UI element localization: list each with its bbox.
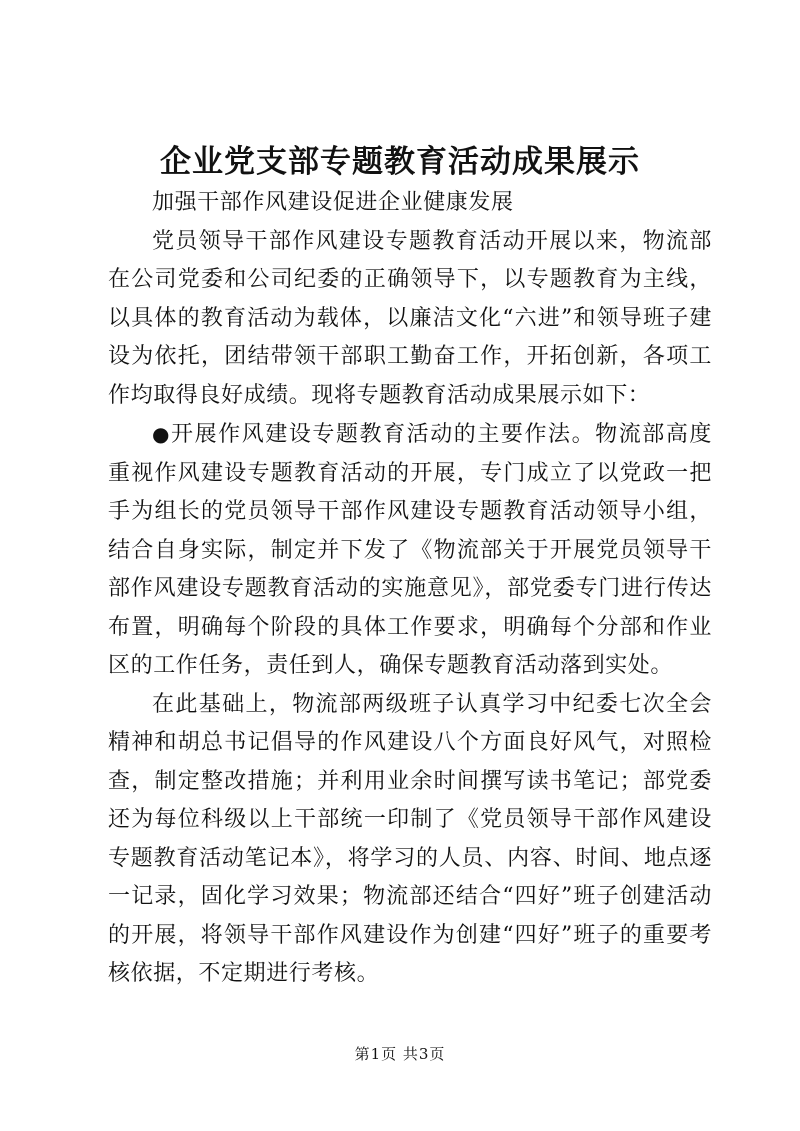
page-footer: 第1页 共3页 (354, 1045, 446, 1063)
paragraph-main-practice-text: 开展作风建设专题教育活动的主要作法。物流部高度重视作风建设专题教育活动的开展，专门成立了以党政一把手为组长的党员领导干部作风建设专题教育活动领导小组，结合自身实际，制定并下发了《物流部关于开展党员领导干部作风建设专题教育活动的实施意见》，部党委专门进行传达布置，明确每个阶段的具体工作要求，明确每个分部和作业区的工作任务，责任到人，确保专题教育活动落到实处。 (108, 422, 712, 678)
document-subtitle: 加强干部作风建设促进企业健康发展 (152, 190, 514, 215)
paragraph-main-practice (108, 415, 712, 686)
document-title: 企业党支部专题教育活动成果展示 (160, 144, 640, 180)
paragraph-intro: 党员领导干部作风建设专题教育活动开展以来，物流部在公司党委和公司纪委的正确领导下，以专题教育为主线，以具体的教育活动为载体，以廉洁文化“六进”和领导班子建设为依托，团结带领干部职工勤奋工作，开拓创新，各项工作均取得良好成绩。现将专题教育活动成果展示如下： (108, 228, 712, 408)
paragraph-further-actions: 在此基础上，物流部两级班子认真学习中纪委七次全会精神和胡总书记倡导的作风建设八个方面良好风气，对照检查，制定整改措施；并利用业余时间撰写读书笔记；部党委还为每位科级以上干部统一印制了《党员领导干部作风建设专题教育活动笔记本》，将学习的人员、内容、时间、地点逐一记录，固化学习效果；物流部还结合“四好”班子创建活动的开展，将领导干部作风建设作为创建“四好”班子的重要考核依据，不定期进行考核。 (108, 691, 712, 986)
bullet-icon: ● (152, 422, 172, 446)
document-body (108, 184, 712, 994)
